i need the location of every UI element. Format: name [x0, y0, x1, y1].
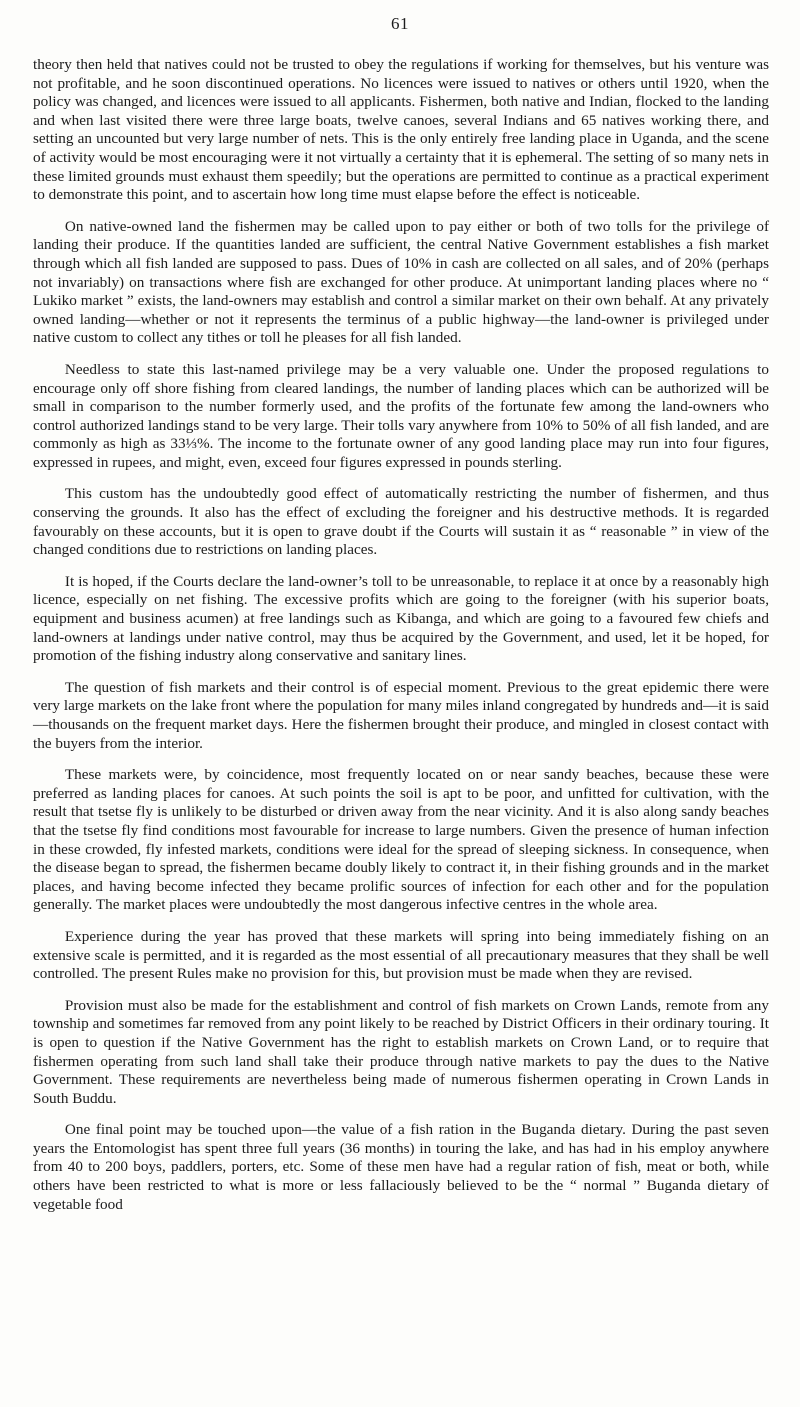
paragraph-crown-lands: Provision must also be made for the establishment and control of fish markets on Crown Lands, remote from any township and sometimes far removed from any point likely to be reached by District Officers in their ordinary touring. It is open to question if the Native Government has the right to establish markets on Crown Land, or to require that fishermen operating from such land shall take their produce through native markets to pay the dues to the Native Government. These requirements are nevertheless being made of numerous fishermen operating in Crown Lands in South Buddu. — [33, 996, 769, 1107]
paragraph-fish-markets: The question of fish markets and their control is of especial moment. Previous to the great epidemic there were very large markets on the lake front where the population for many miles inland congregated by hundreds and—it is said—thousands on the frequent market days. Here the fishermen brought their produce, and mingled in closest contact with the buyers from the interior. — [33, 678, 769, 752]
paragraph-landing-tolls: On native-owned land the fishermen may be called upon to pay either or both of two tolls for the privilege of landing their produce. If the quantities landed are sufficient, the central Native Government establishes a fish market through which all fish landed are supposed to pass. Dues of 10% in cash are collected on all sales, and of 20% (perhaps not invariably) on transactions where fish are exchanged for other produce. At unimportant landing places where no “ Lukiko market ” exists, the land-owners may establish and control a similar market on their own behalf. At any privately owned landing—whether or not it represents the terminus of a public highway—the land-owner is privileged under native custom to collect any tithes or toll he pleases for all fish landed. — [33, 217, 769, 347]
paragraph-privilege-value: Needless to state this last-named privilege may be a very valuable one. Under the proposed regulations to encourage only off shore fishing from cleared landings, the number of landing places which can be authorized will be small in comparison to the number formerly used, and the profits of the fortunate few among the land-owners who control authorized landings stand to be very large. Their tolls vary anywhere from 10% to 50% of all fish landed, and are commonly as high as 33⅓%. The income to the fortunate owner of any good landing place may run into four figures, expressed in rupees, and might, even, exceed four figures expressed in pounds sterling. — [33, 360, 769, 471]
body-text — [33, 56, 769, 1227]
paragraph-custom-effect: This custom has the undoubtedly good effect of automatically restricting the number of fishermen, and thus conserving the grounds. It also has the effect of excluding the foreigner and his destructive methods. It is regarded favourably on these accounts, but it is open to grave doubt if the Courts will sustain it as “ reasonable ” in view of the changed conditions due to restrictions on landing places. — [33, 485, 769, 559]
paragraph-fish-ration: One final point may be touched upon—the value of a fish ration in the Buganda dietary. During the past seven years the Entomologist has spent three full years (36 months) in touring the lake, and has had in his employ anywhere from 40 to 200 boys, paddlers, porters, etc. Some of these men have had a regular ration of fish, meat or both, while others have been restricted to what is more or less fallaciously believed to be the “ normal ” Buganda dietary of vegetable food — [33, 1121, 769, 1213]
paragraph-licence-replacement: It is hoped, if the Courts declare the land-owner’s toll to be unreasonable, to replace it at once by a reasonably high licence, especially on net fishing. The excessive profits which are going to the foreigner (with his superior boats, equipment and business acumen) at free landings such as Kibanga, and which are going to a favoured few chiefs and land-owners at landings under native control, may thus be acquired by the Government, and used, let it be hoped, for promotion of the fishing industry along conservative and sanitary lines. — [33, 572, 769, 665]
paragraph-sandy-beaches: These markets were, by coincidence, most frequently located on or near sandy beaches, because these were preferred as landing places for canoes. At such points the soil is apt to be poor, and unfitted for cultivation, with the result that tsetse fly is unlikely to be disturbed or driven away from the near vicinity. And it is also along sandy beaches that the tsetse fly find conditions most favourable for increase to large numbers. Given the presence of human infection in these crowded, fly infested markets, conditions were ideal for the spread of sleeping sickness. In consequence, when the disease began to spread, the fishermen became doubly likely to contract it, in their fishing grounds and in the market places, and having become infected they became prolific sources of infection for each other and for the population generally. The market places were undoubtedly the most dangerous infective centres in the whole area. — [33, 766, 769, 914]
page-number: 61 — [391, 14, 409, 33]
paragraph-experience: Experience during the year has proved that these markets will spring into being immediately fishing on an extensive scale is permitted, and it is regarded as the most essential of all precautionary measures that they shall be well controlled. The present Rules make no provision for this, but provision must be made when they are revised. — [33, 927, 769, 983]
paragraph-continued-regulations: theory then held that natives could not be trusted to obey the regulations if working for themselves, but his venture was not profitable, and he soon discontinued operations. No licences were issued to natives or others until 1920, when the policy was changed, and licences were issued to all applicants. Fishermen, both native and Indian, flocked to the landing and when last visited there were three large boats, twelve canoes, several Indians and 65 natives working there, and setting an uncounted but very large number of nets. This is the only entirely free landing place in Uganda, and the scene of activity would be most encouraging were it not virtually a certainty that it is ephemeral. The setting of so many nets in these limited grounds must exhaust them speedily; but the operations are permitted to continue as a practical experiment to demonstrate this point, and to ascertain how long time must elapse before the effect is noticeable. — [33, 56, 769, 204]
